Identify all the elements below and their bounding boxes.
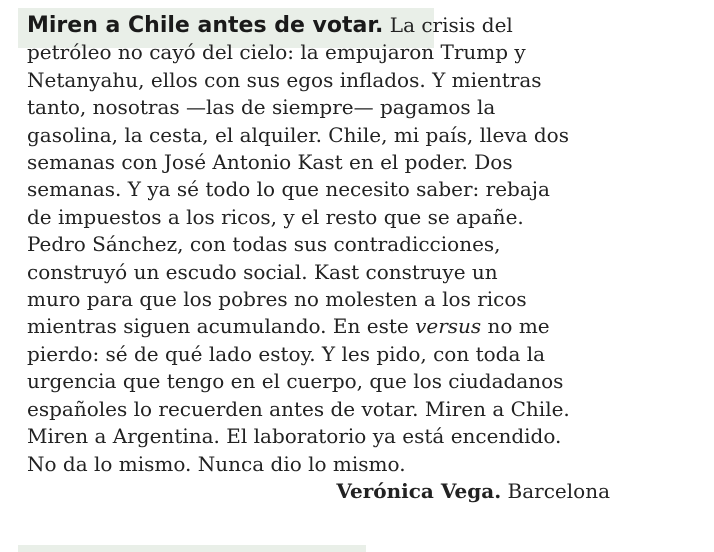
letter-text: mientras siguen acumulando. En este (27, 314, 409, 339)
letter-line: urgencia que tengo en el cuerpo, que los ciudadanos (27, 369, 564, 394)
letter-headline: Miren a Chile antes de votar. (27, 13, 384, 38)
letter-text: no me (487, 314, 550, 339)
letter-line: españoles lo recuerden antes de votar. Miren a Chile. (27, 396, 570, 421)
letter-line: Pedro Sánchez, con todas sus contradicciones, (27, 232, 501, 257)
letter-line: pierdo: sé de qué lado estoy. Y les pido, con toda la (27, 341, 546, 366)
author-name: Verónica Vega. (336, 478, 502, 503)
letter-line: tanto, nosotras —las de siempre— pagamos la (27, 95, 496, 120)
letter-line (27, 12, 667, 39)
author-city: Barcelona (507, 478, 610, 503)
next-headline-highlight (18, 545, 366, 552)
letter-line: Netanyahu, ellos con sus egos inflados. Y mientras (27, 67, 542, 92)
letter-body (27, 12, 667, 505)
letter-signature (27, 478, 667, 505)
letter-line: Miren a Argentina. El laboratorio ya está encendido. (27, 424, 562, 449)
italic-word: versus (415, 314, 482, 339)
letter-line: muro para que los pobres no molesten a los ricos (27, 287, 527, 312)
letter-line: de impuestos a los ricos, y el resto que se apañe. (27, 204, 524, 229)
letter-body-start: La crisis del (389, 13, 513, 37)
letter-line: No da lo mismo. Nunca dio lo mismo. (27, 451, 406, 476)
letter-line: gasolina, la cesta, el alquiler. Chile, mi país, lleva dos (27, 122, 569, 147)
letter-line (27, 313, 667, 340)
letter-line: semanas con José Antonio Kast en el poder. Dos (27, 150, 513, 175)
letter-line: semanas. Y ya sé todo lo que necesito saber: rebaja (27, 177, 550, 202)
letter-line: petróleo no cayó del cielo: la empujaron Trump y (27, 40, 526, 65)
letter-line: construyó un escudo social. Kast construye un (27, 259, 498, 284)
